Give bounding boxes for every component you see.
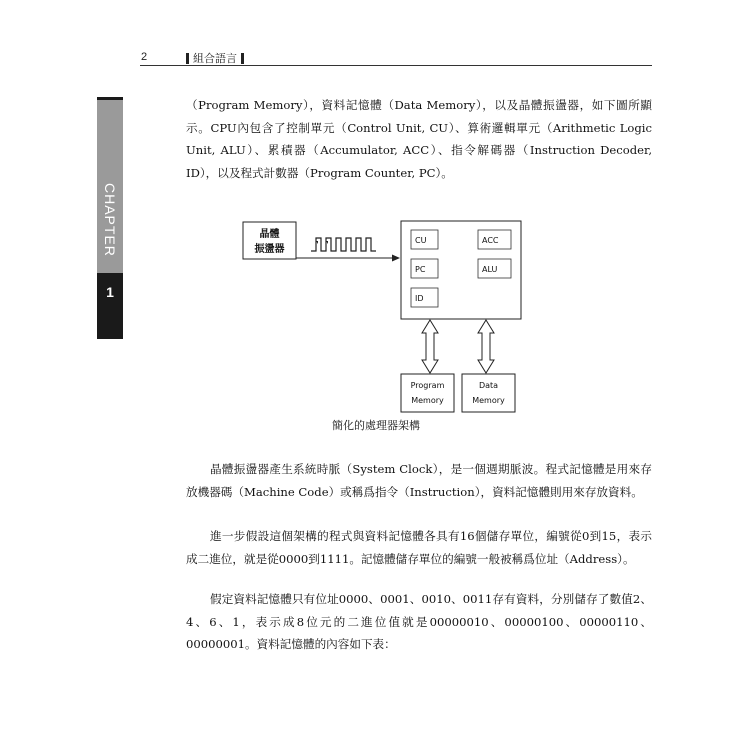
- clock-pulse-train: [311, 238, 376, 251]
- data-memory-box: [462, 374, 515, 412]
- id-label: ID: [415, 294, 424, 303]
- acc-label: ACC: [482, 236, 499, 245]
- chapter-label: CHAPTER: [102, 183, 118, 257]
- program-memory-box: [401, 374, 454, 412]
- program-bus-arrow: [422, 320, 438, 373]
- oscillator-label-1: 晶體: [259, 229, 280, 240]
- program-memory-label-1: Program: [410, 381, 445, 390]
- paragraph-intro: （Program Memory），資料記憶體（Data Memory），以及晶體振盪器，如下圖所顯示。CPU內包含了控制單元（Control Unit, CU）、算術邏輯單元（Arithmetic Logic Unit, ALU）、累積器（Accumulator, ACC）、指令解碼器（Instruction Decoder, ID），以及程式計數器（Program Counter, PC）。: [186, 98, 652, 180]
- page-number: 2: [141, 51, 148, 63]
- paragraph-memory-size: 進一步假設這個架構的程式與資料記憶體各具有16個儲存單位，編號從0到15，表示成二進位，就是從0000到1111。記憶體儲存單位的編號一般被稱爲位址（Address）。: [186, 529, 652, 566]
- data-memory-label-2: Memory: [472, 396, 505, 405]
- paragraph-clock: 晶體振盪器產生系統時脈（System Clock），是一個週期脈波。程式記憶體是用來存放機器碼（Machine Code）或稱爲指令（Instruction），資料記憶體則用來存放資料。: [186, 462, 652, 499]
- pc-label: PC: [415, 265, 426, 274]
- chapter-number: 1: [106, 284, 114, 300]
- oscillator-label-2: 振盪器: [254, 244, 285, 255]
- data-bus-arrow: [478, 320, 494, 373]
- book-title: 組合語言: [193, 52, 237, 65]
- cu-label: CU: [415, 236, 427, 245]
- data-memory-label-1: Data: [478, 381, 499, 390]
- paragraph-data-values: 假定資料記憶體只有位址0000、0001、0010、0011存有資料，分別儲存了數值2、4、6、1，表示成8位元的二進位值就是00000010、00000100、00000110、00000001。資料記憶體的內容如下表：: [186, 592, 652, 651]
- clock-arrow-head: [392, 255, 400, 262]
- alu-label: ALU: [482, 265, 498, 274]
- figure-caption: 簡化的處理器架構: [332, 419, 420, 432]
- program-memory-label-2: Memory: [411, 396, 444, 405]
